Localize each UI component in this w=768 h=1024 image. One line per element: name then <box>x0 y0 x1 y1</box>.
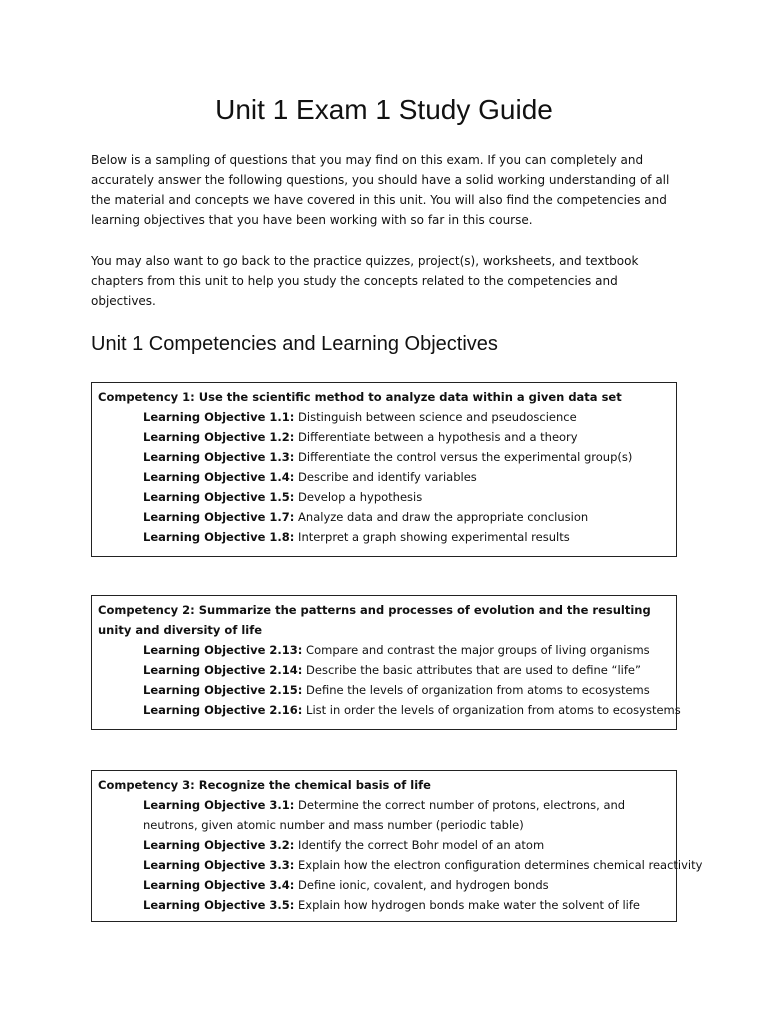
learning-objective <box>98 855 703 875</box>
learning-objective <box>98 487 670 507</box>
objective-text: Differentiate the control versus the experimental group(s) <box>294 450 633 464</box>
section-heading: Unit 1 Competencies and Learning Objectives <box>91 333 498 355</box>
objective-text: Describe the basic attributes that are used to define “life” <box>302 663 641 677</box>
objective-text: List in order the levels of organization from atoms to ecosystems <box>302 703 681 717</box>
objective-label: Learning Objective 3.4: <box>143 878 295 892</box>
objective-label: Learning Objective 3.2: <box>143 838 295 852</box>
objective-label: Learning Objective 3.5: <box>143 898 295 912</box>
objective-label: Learning Objective 2.16: <box>143 703 303 717</box>
objective-text: Develop a hypothesis <box>294 490 423 504</box>
objective-text: Define ionic, covalent, and hydrogen bonds <box>294 878 549 892</box>
learning-objective <box>98 680 670 700</box>
objective-label: Learning Objective 3.1: <box>143 798 295 812</box>
learning-objective <box>98 467 670 487</box>
competency-title: Competency 3: Recognize the chemical basis of life <box>98 778 431 792</box>
learning-objective <box>98 660 670 680</box>
objective-text: Define the levels of organization from atoms to ecosystems <box>302 683 650 697</box>
objective-text: Describe and identify variables <box>294 470 477 484</box>
intro-paragraph-1: Below is a sampling of questions that you may find on this exam. If you can completely and accurately answer the following questions, you should have a solid working understanding of all the material and concepts we have covered in this unit. You will also find the competencies and learning objectives that you have been working with so far in this course. <box>91 153 670 227</box>
learning-objective <box>98 835 670 855</box>
objective-label: Learning Objective 3.3: <box>143 858 295 872</box>
objective-text: Identify the correct Bohr model of an atom <box>294 838 545 852</box>
objective-label: Learning Objective 1.8: <box>143 530 295 544</box>
page-title: Unit 1 Exam 1 Study Guide <box>215 94 553 125</box>
objective-label: Learning Objective 1.7: <box>143 510 295 524</box>
objective-label: Learning Objective 2.14: <box>143 663 303 677</box>
learning-objective <box>98 875 670 895</box>
learning-objective <box>98 527 670 547</box>
learning-objective <box>98 700 681 720</box>
objective-label: Learning Objective 2.15: <box>143 683 303 697</box>
competency-box-2 <box>91 595 681 730</box>
competency-title: Competency 1: Use the scientific method to analyze data within a given data set <box>98 390 622 404</box>
objective-label: Learning Objective 1.2: <box>143 430 295 444</box>
competency-box-3 <box>91 770 703 922</box>
learning-objective <box>98 407 670 427</box>
objective-text: Interpret a graph showing experimental results <box>294 530 570 544</box>
objective-label: Learning Objective 1.1: <box>143 410 295 424</box>
learning-objective <box>98 427 670 447</box>
objective-text: Explain how hydrogen bonds make water the solvent of life <box>294 898 640 912</box>
objective-text: Explain how the electron configuration determines chemical reactivity <box>294 858 703 872</box>
objective-text: Differentiate between a hypothesis and a theory <box>294 430 578 444</box>
learning-objective <box>98 507 670 527</box>
learning-objective <box>98 640 670 660</box>
objective-label: Learning Objective 1.3: <box>143 450 295 464</box>
learning-objective <box>98 795 670 835</box>
objective-text: Determine the correct number of protons, electrons, and neutrons, given atomic number and mass number (periodic table) <box>143 798 626 832</box>
objective-text: Analyze data and draw the appropriate conclusion <box>294 510 589 524</box>
objective-label: Learning Objective 1.5: <box>143 490 295 504</box>
intro-paragraph-2: You may also want to go back to the practice quizzes, project(s), worksheets, and textbook chapters from this unit to help you study the concepts related to the competencies and objectives. <box>91 254 639 308</box>
learning-objective <box>98 447 670 467</box>
competency-title: Competency 2: Summarize the patterns and processes of evolution and the resulting unity and diversity of life <box>98 603 651 637</box>
competency-box-1 <box>91 382 677 557</box>
objective-label: Learning Objective 2.13: <box>143 643 303 657</box>
objective-text: Compare and contrast the major groups of living organisms <box>302 643 650 657</box>
objective-text: Distinguish between science and pseudoscience <box>294 410 577 424</box>
objective-label: Learning Objective 1.4: <box>143 470 295 484</box>
learning-objective <box>98 895 670 915</box>
